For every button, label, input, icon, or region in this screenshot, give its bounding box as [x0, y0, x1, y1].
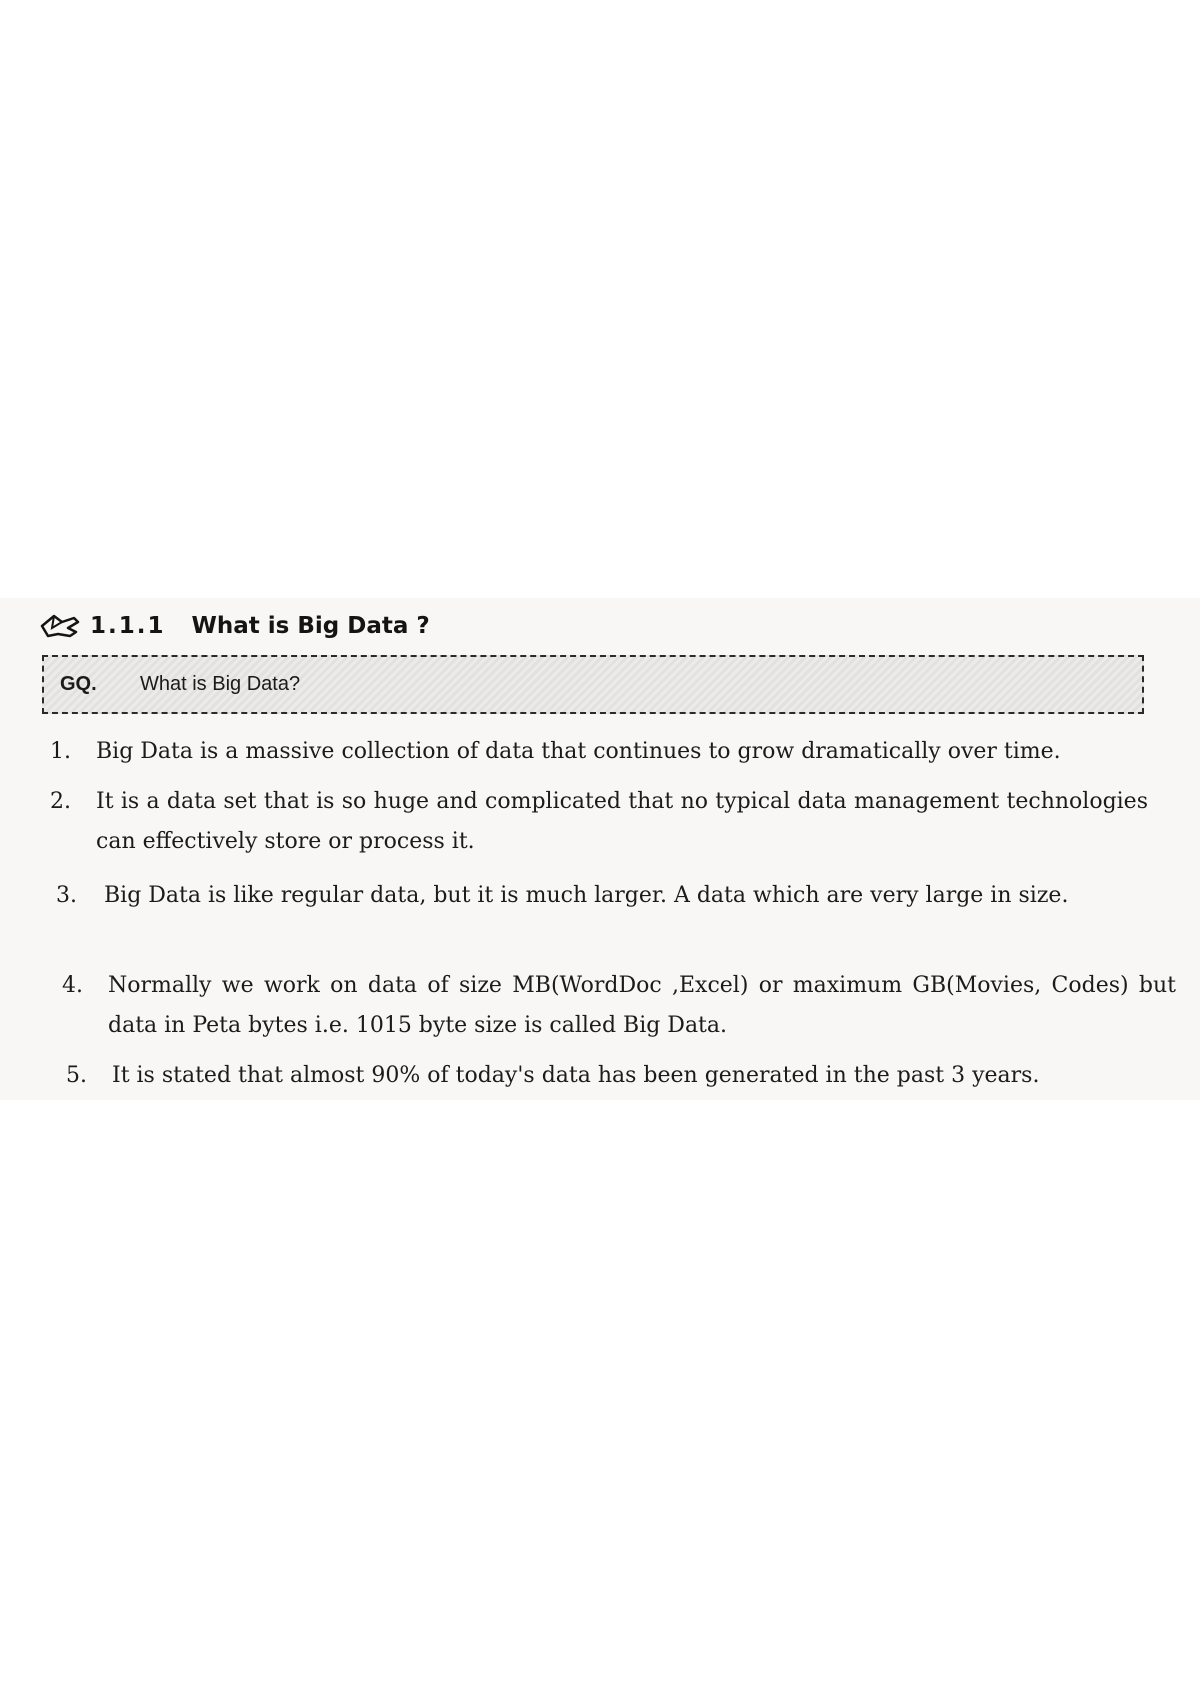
list-item-text: It is a data set that is so huge and complicated that no typical data management technologies can effectively store or process it. — [96, 789, 1148, 854]
gq-label: GQ. — [60, 673, 97, 695]
list-item-number: 2. — [50, 789, 71, 814]
list-item-text: Big Data is a massive collection of data that continues to grow dramatically over time. — [96, 739, 1061, 764]
list-item-text: It is stated that almost 90% of today's data has been generated in the past 3 years. — [112, 1063, 1040, 1088]
section-title: What is Big Data ? — [191, 613, 430, 639]
gq-question-box — [42, 655, 1144, 714]
list-item-text: Big Data is like regular data, but it is much larger. A data which are very large in size. — [104, 883, 1069, 908]
section-number: 1.1.1 — [90, 613, 166, 639]
list-item — [56, 876, 1166, 916]
list-item-text: Normally we work on data of size MB(WordDoc ,Excel) or maximum GB(Movies, Codes) but data in Peta bytes i.e. 1015 byte size is called Big Data. — [108, 973, 1176, 1038]
list-item-number: 4. — [62, 973, 83, 998]
list-item-number: 5. — [66, 1063, 87, 1088]
pointing-hand-icon — [40, 612, 80, 640]
section-heading — [40, 608, 430, 644]
list-item — [50, 782, 1148, 862]
list-item — [62, 966, 1176, 1046]
list-item-number: 3. — [56, 883, 77, 908]
gq-question: What is Big Data? — [140, 673, 301, 695]
list-item — [66, 1056, 1176, 1096]
list-item — [50, 732, 1148, 772]
list-item-number: 1. — [50, 739, 71, 764]
